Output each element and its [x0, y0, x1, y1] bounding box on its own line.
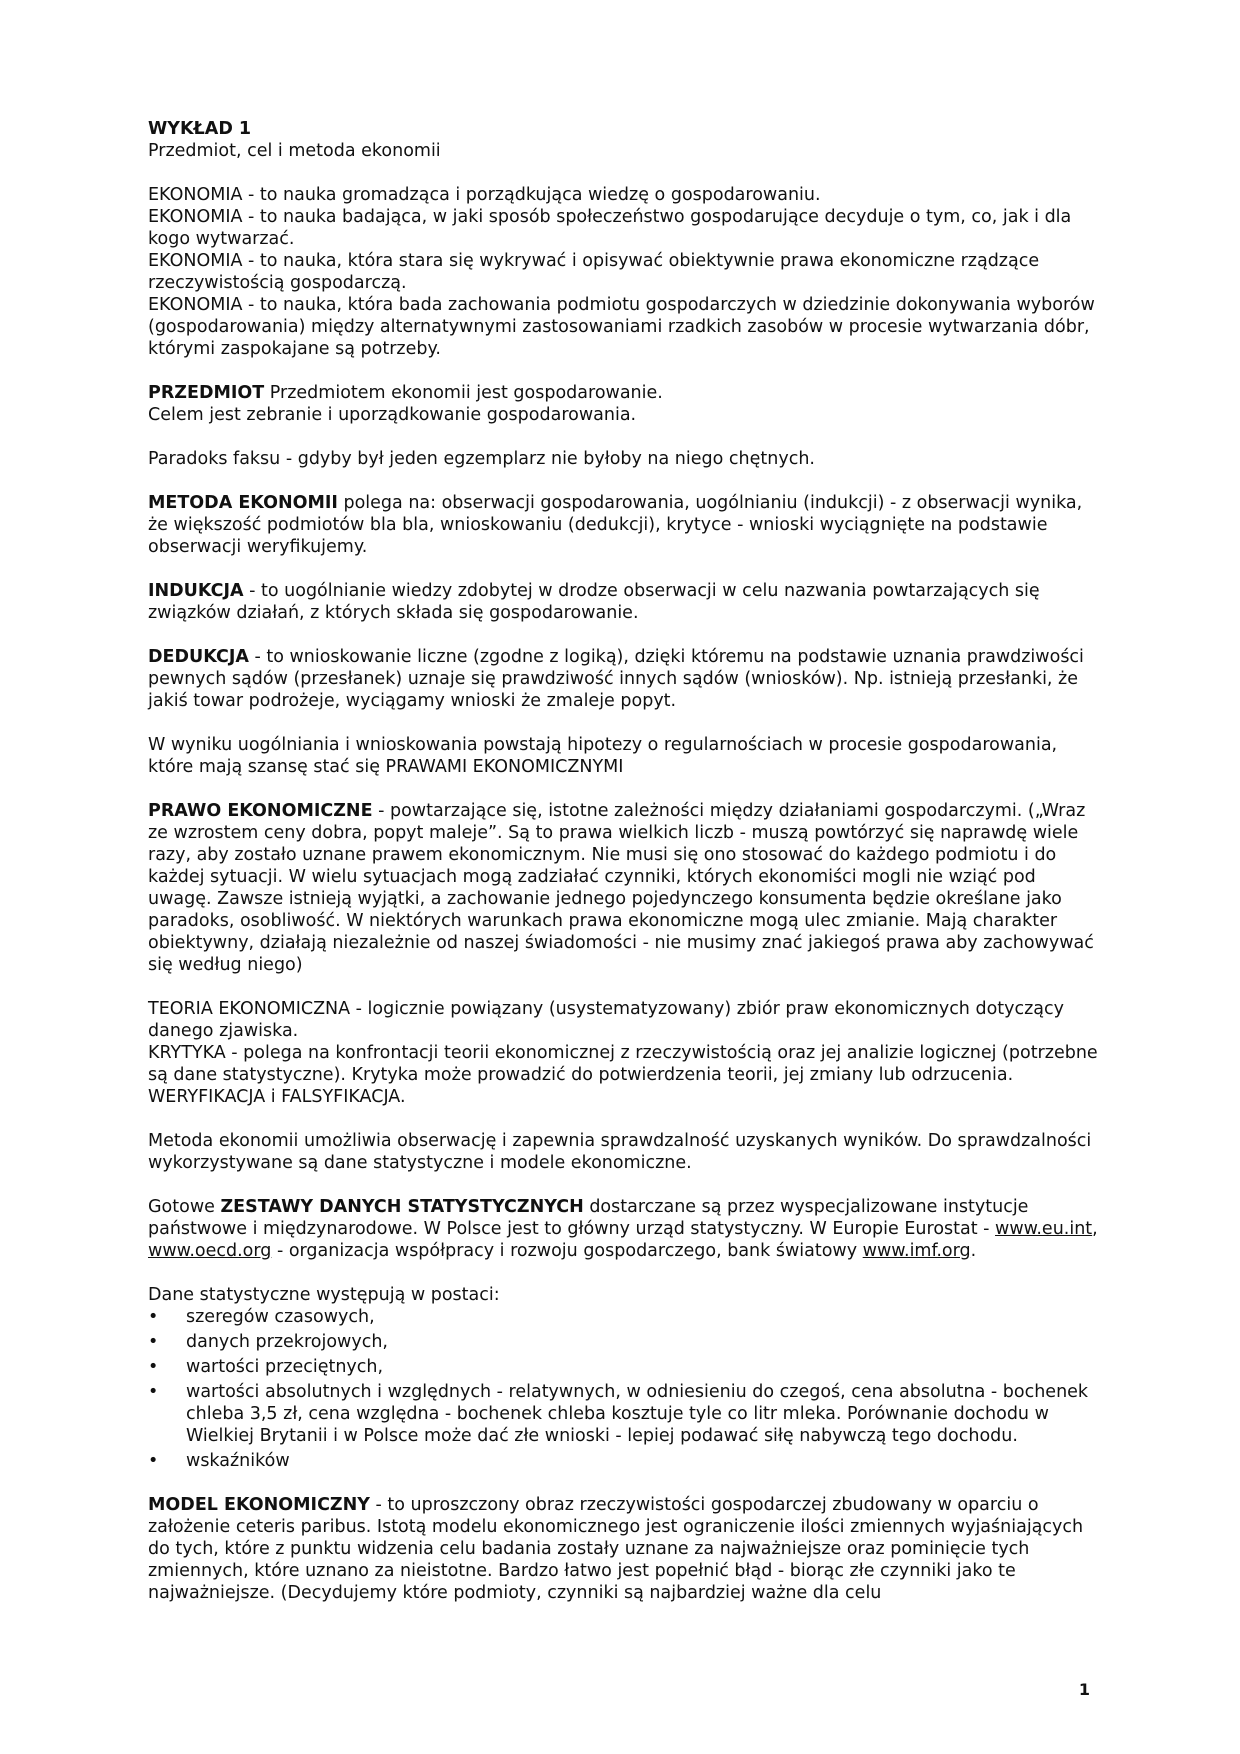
- przedmiot-paragraph: [148, 382, 1098, 426]
- przedmiot-term: PRZEDMIOT: [148, 383, 265, 403]
- prawo-paragraph: [148, 800, 1098, 976]
- document-page: [148, 118, 1098, 1626]
- dedukcja-term: DEDUKCJA: [148, 647, 249, 667]
- definition-3: EKONOMIA - to nauka, która stara się wykrywać i opisywać obiektywnie prawa ekonomiczne rządzące rzeczywistością gospodarczą.: [148, 251, 1040, 293]
- prawo-text: - powtarzające się, istotne zależności między działaniami gospodarczymi. („Wraz ze wzrostem ceny dobra, popyt maleje”. Są to prawa wielkich liczb - muszą powtórzyć się naprawdę wiele razy, aby zostało uznane prawem ekonomicznym. Nie musi się ono stosować do każdego podmiotu i do każdej sytuacji. W wielu sytuacjach mogą zadziałać czynniki, których ekonomiści mogli nie wziąć pod uwagę. Zawsze istnieją wyjątki, a zachowanie jednego pojedynczego konsumenta będzie określane jako paradoks, osobliwość. W niektórych warunkach prawa ekonomiczne mogą ulec zmianie. Mają charakter obiektywny, działają niezależnie od naszej świadomości - nie musimy znać jakiegoś prawa aby zachowywać się według niego): [148, 801, 1094, 975]
- list-item: • szeregów czasowych,: [148, 1306, 1098, 1328]
- dane-intro: Dane statystyczne występują w postaci:: [148, 1285, 500, 1305]
- zestawy-sep: ,: [1092, 1219, 1098, 1239]
- definition-4: EKONOMIA - to nauka, która bada zachowania podmiotu gospodarczych w dziedzinie dokonywania wyborów (gospodarowania) między alternatywnymi zastosowaniami rzadkich zasobów w procesie wytwarzania dóbr, którymi zaspokajane są potrzeby.: [148, 295, 1095, 359]
- zestawy-paragraph: [148, 1196, 1098, 1262]
- lecture-subtitle: Przedmiot, cel i metoda ekonomii: [148, 141, 441, 161]
- metoda-paragraph: [148, 492, 1098, 558]
- list-item: • danych przekrojowych,: [148, 1331, 1098, 1353]
- zestawy-prefix: Gotowe: [148, 1197, 221, 1217]
- paradoks-paragraph: Paradoks faksu - gdyby był jeden egzemplarz nie byłoby na niego chętnych.: [148, 449, 815, 469]
- przedmiot-line2: Celem jest zebranie i uporządkowanie gospodarowania.: [148, 405, 637, 425]
- metoda-umozliwia-paragraph: Metoda ekonomii umożliwia obserwację i zapewnia sprawdzalność uzyskanych wyników. Do sprawdzalności wykorzystywane są dane statystyczne i modele ekonomiczne.: [148, 1131, 1092, 1173]
- link-imf[interactable]: www.imf.org: [862, 1241, 971, 1261]
- dane-list: [148, 1306, 1098, 1472]
- list-item: • wskaźników: [148, 1450, 1098, 1472]
- przedmiot-text: Przedmiotem ekonomii jest gospodarowanie.: [264, 383, 663, 403]
- zestawy-term: ZESTAWY DANYCH STATYSTYCZNYCH: [220, 1197, 584, 1217]
- page-number: 1: [1078, 1680, 1090, 1699]
- model-text: - to uproszczony obraz rzeczywistości gospodarczej zbudowany w oparciu o założenie ceteris paribus. Istotą modelu ekonomicznego jest ograniczenie ilości zmiennych wyjaśniających do tych, które z punktu widzenia celu badania zostały uznane za najważniejsze oraz pominięcie tych zmiennych, które uznano za nieistotne. Bardzo łatwo jest popełnić błąd - biorąc złe czynniki jako te najważniejsze. (Decydujemy które podmioty, czynniki są najbardziej ważne dla celu: [148, 1495, 1084, 1603]
- lecture-title: WYKŁAD 1: [148, 119, 252, 139]
- list-item: • wartości przeciętnych,: [148, 1356, 1098, 1378]
- definition-2: EKONOMIA - to nauka badająca, w jaki sposób społeczeństwo gospodarujące decyduje o tym, co, jak i dla kogo wytwarzać.: [148, 207, 1072, 249]
- definition-1: EKONOMIA - to nauka gromadząca i porządkująca wiedzę o gospodarowaniu.: [148, 185, 821, 205]
- link-eu[interactable]: www.eu.int: [995, 1219, 1093, 1239]
- indukcja-paragraph: [148, 580, 1098, 624]
- metoda-term: METODA EKONOMII: [148, 493, 338, 513]
- teoria-text: TEORIA EKONOMICZNA - logicznie powiązany (usystematyzowany) zbiór praw ekonomicznych dotyczący danego zjawiska.: [148, 999, 1065, 1041]
- link-oecd[interactable]: www.oecd.org: [148, 1241, 272, 1261]
- metoda-text: polega na: obserwacji gospodarowania, uogólnianiu (indukcji) - z obserwacji wynika, że większość podmiotów bla bla, wnioskowaniu (dedukcji), krytyce - wnioski wyciągnięte na podstawie obserwacji weryfikujemy.: [148, 493, 1083, 557]
- dedukcja-paragraph: [148, 646, 1098, 712]
- indukcja-text: - to uogólnianie wiedzy zdobytej w drodze obserwacji w celu nazwania powtarzających się związków działań, z których składa się gospodarowanie.: [148, 581, 1040, 623]
- hipotezy-paragraph: W wyniku uogólniania i wnioskowania powstają hipotezy o regularnościach w procesie gospodarowania, które mają szansę stać się PRAWAMI EKONOMICZNYMI: [148, 735, 1058, 777]
- zestawy-text: dostarczane są przez wyspecjalizowane instytucje państwowe i międzynarodowe. W Polsce jest to główny urząd statystyczny. W Europie Eurostat -: [148, 1197, 1029, 1239]
- teoria-krytyka-paragraph: [148, 998, 1098, 1108]
- dedukcja-text: - to wnioskowanie liczne (zgodne z logiką), dzięki któremu na podstawie uznania prawdziwości pewnych sądów (przesłanek) uznaje się prawdziwość innych sądów (wniosków). Np. istnieją przesłanki, że jakiś towar podrożeje, wyciągamy wnioski że zmaleje popyt.: [148, 647, 1084, 711]
- model-term: MODEL EKONOMICZNY: [148, 1495, 370, 1515]
- prawo-term: PRAWO EKONOMICZNE: [148, 801, 373, 821]
- zestawy-mid: - organizacja współpracy i rozwoju gospodarczego, bank światowy: [271, 1241, 863, 1261]
- definitions-block: [148, 184, 1098, 360]
- krytyka-text: KRYTYKA - polega na konfrontacji teorii ekonomicznej z rzeczywistością oraz jej analizie logicznej (potrzebne są dane statystyczne). Krytyka może prowadzić do potwierdzenia teorii, jej zmiany lub odrzucenia. WERYFIKACJA i FALSYFIKACJA.: [148, 1043, 1098, 1107]
- indukcja-term: INDUKCJA: [148, 581, 244, 601]
- list-item: • wartości absolutnych i względnych - relatywnych, w odniesieniu do czegoś, cena absolutna - bochenek chleba 3,5 zł, cena względna - bochenek chleba kosztuje tyle co litr mleka. Porównanie dochodu w Wielkiej Brytanii i w Polsce może dać złe wnioski - lepiej podawać siłę nabywczą tego dochodu.: [148, 1381, 1098, 1447]
- model-paragraph: [148, 1494, 1098, 1604]
- zestawy-end: .: [970, 1241, 977, 1261]
